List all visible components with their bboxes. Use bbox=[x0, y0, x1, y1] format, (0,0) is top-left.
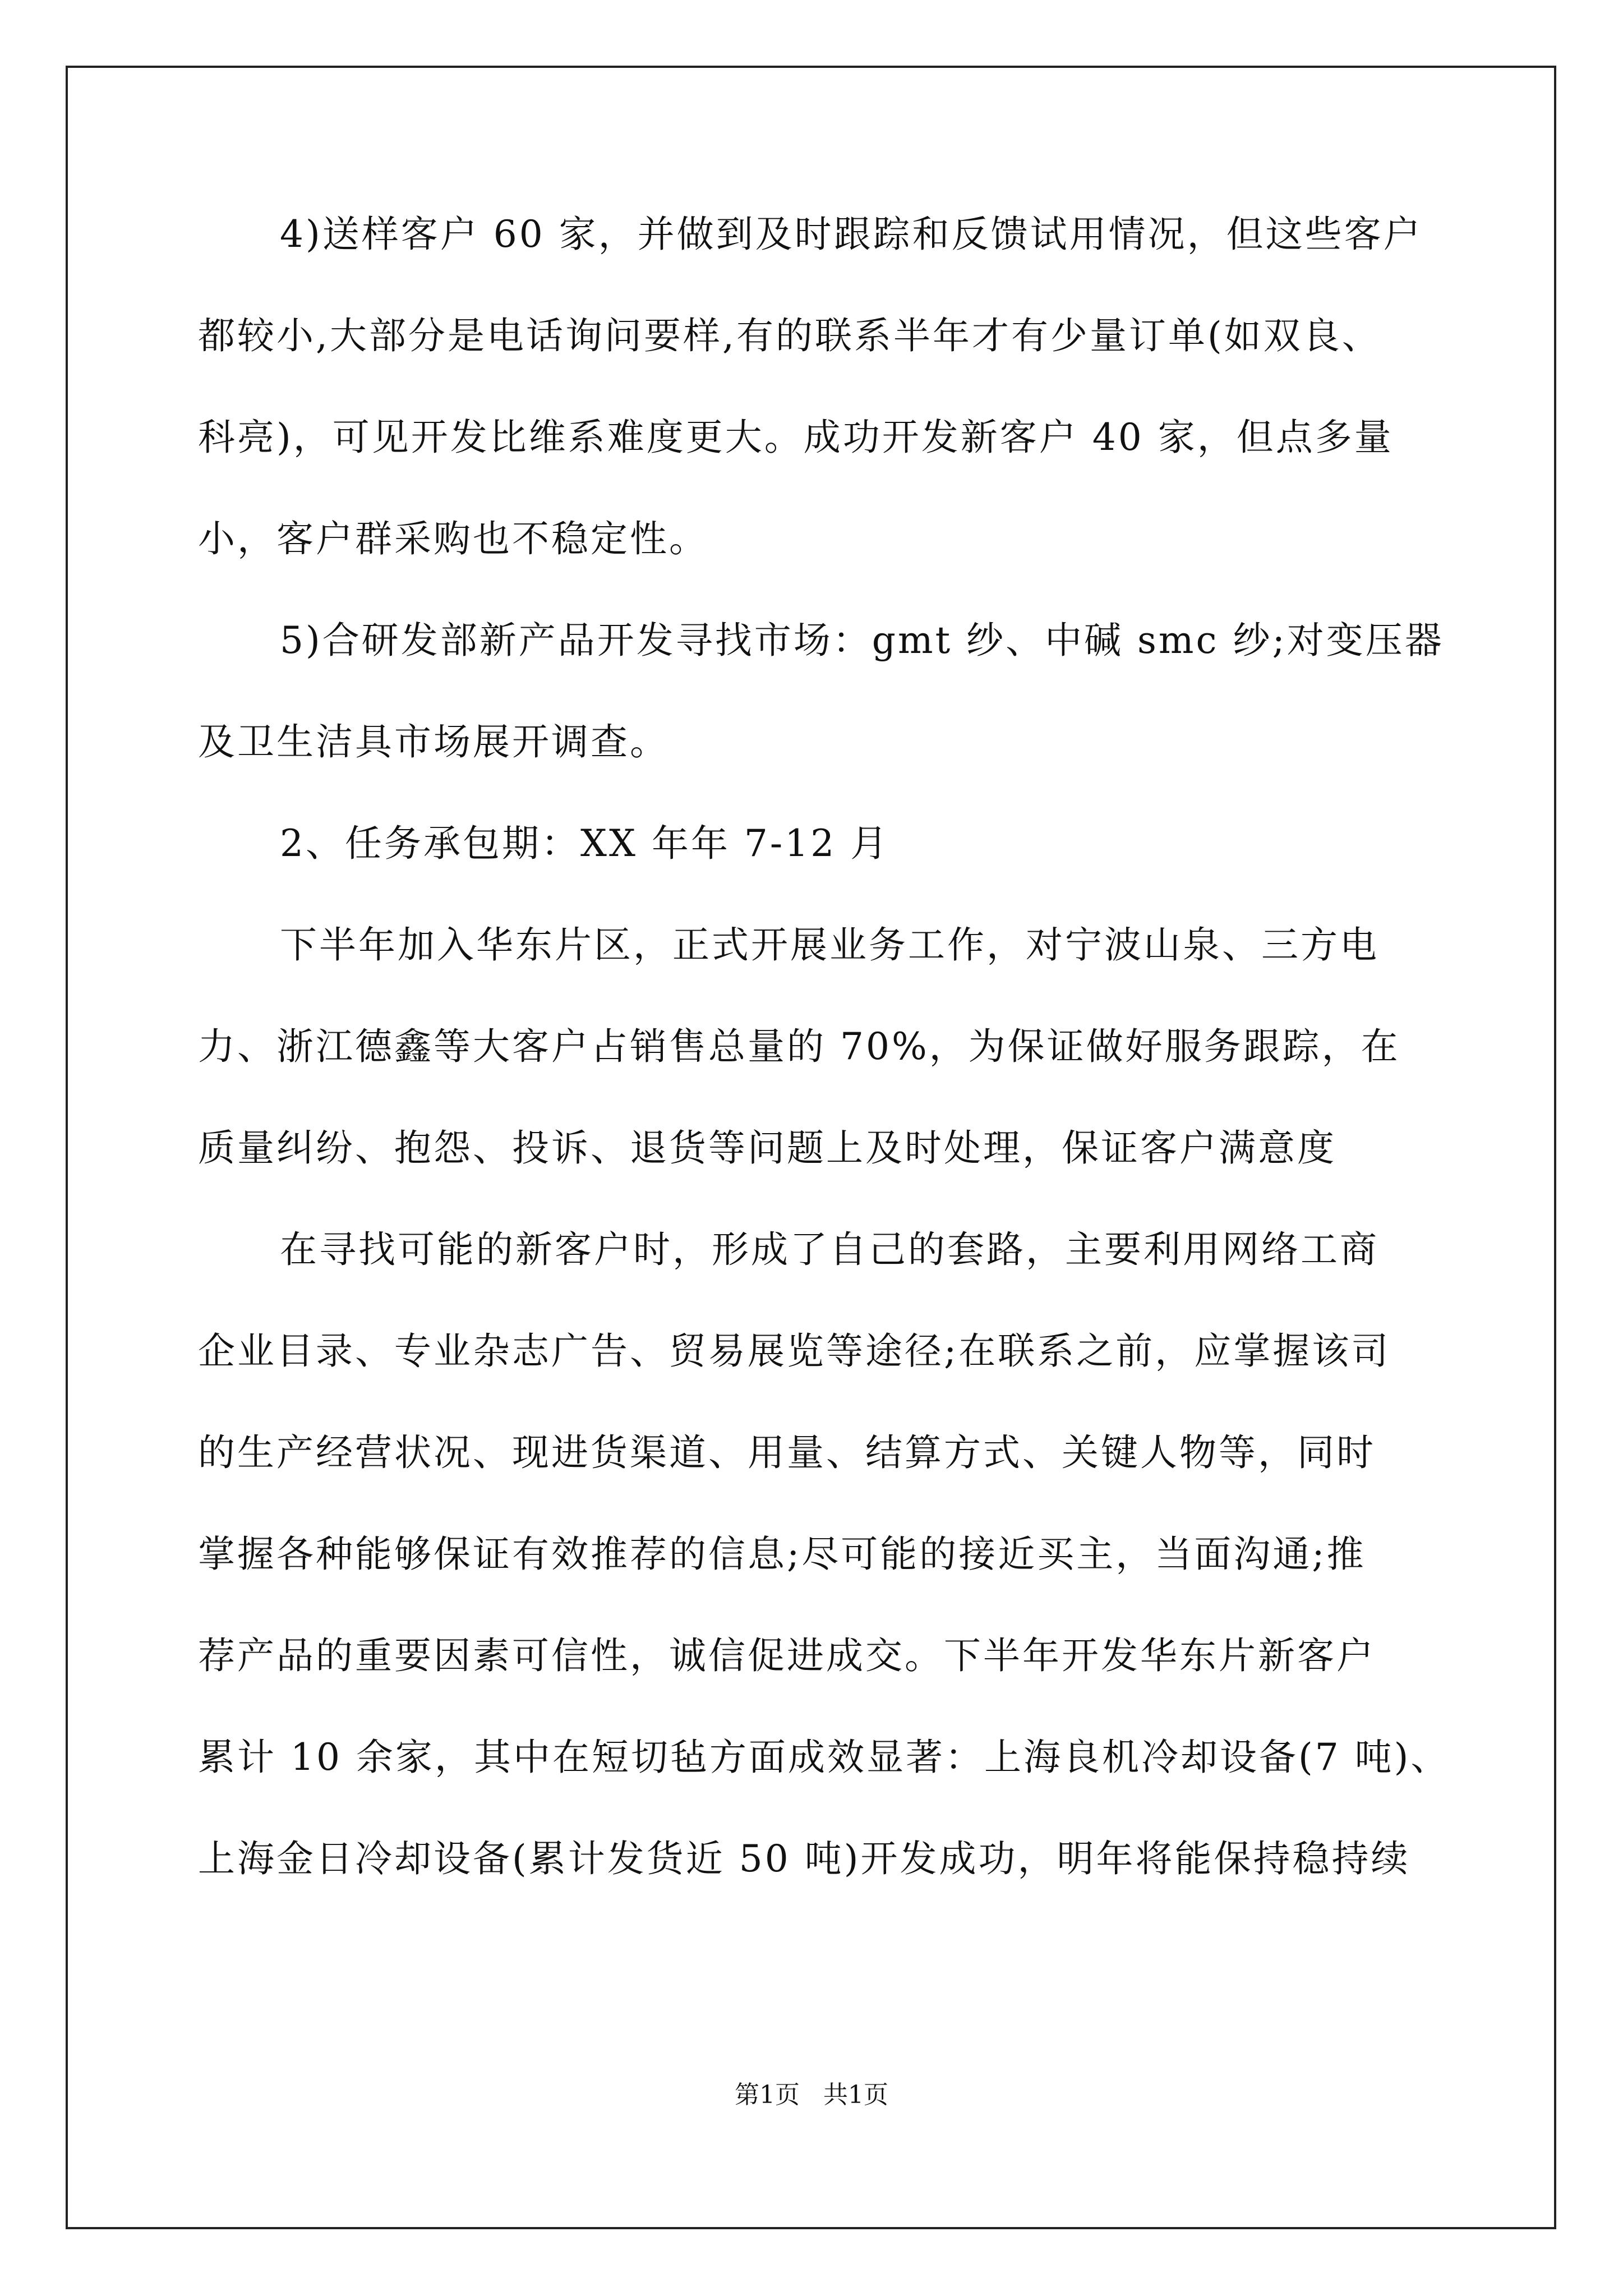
paragraph-4-line-4: 小，客户群采购也不稳定性。 bbox=[198, 517, 708, 560]
paragraph-new-clients-line-7: 上海金日冷却设备(累计发货近 50 吨)开发成功，明年将能保持稳持续 bbox=[198, 1837, 1410, 1880]
paragraph-new-clients-line-5: 荐产品的重要因素可信性，诚信促进成交。下半年开发华东片新客户 bbox=[198, 1634, 1376, 1677]
section-heading-2: 2、任务承包期：XX 年年 7-12 月 bbox=[280, 822, 890, 865]
paragraph-new-clients-line-2: 企业目录、专业杂志广告、贸易展览等途径;在联系之前，应掌握该司 bbox=[198, 1329, 1391, 1373]
paragraph-h2-line-1: 下半年加入华东片区，正式开展业务工作，对宁波山泉、三方电 bbox=[280, 923, 1379, 967]
paragraph-new-clients-line-1: 在寻找可能的新客户时，形成了自己的套路，主要利用网络工商 bbox=[280, 1228, 1379, 1271]
paragraph-h2-line-2: 力、浙江德鑫等大客户占销售总量的 70%，为保证做好服务跟踪，在 bbox=[198, 1025, 1400, 1068]
paragraph-4-line-1: 4)送样客户 60 家，并做到及时跟踪和反馈试用情况，但这些客户 bbox=[280, 213, 1423, 256]
paragraph-new-clients-line-6: 累计 10 余家，其中在短切毡方面成效显著：上海良机冷却设备(7 吨)、 bbox=[198, 1736, 1450, 1779]
paragraph-h2-line-3: 质量纠纷、抱怨、投诉、退货等问题上及时处理，保证客户满意度 bbox=[198, 1126, 1336, 1170]
paragraph-new-clients-line-4: 掌握各种能够保证有效推荐的信息;尽可能的接近买主，当面沟通;推 bbox=[198, 1533, 1366, 1576]
document-body bbox=[198, 208, 1450, 1934]
paragraph-new-clients-line-3: 的生产经营状况、现进货渠道、用量、结算方式、关键人物等，同时 bbox=[198, 1431, 1376, 1474]
paragraph-4-line-3: 科亮)，可见开发比维系难度更大。成功开发新客户 40 家，但点多量 bbox=[198, 416, 1394, 459]
page-number-footer: 第1页 共1页 bbox=[735, 2081, 888, 2109]
paragraph-5-line-1: 5)合研发部新产品开发寻找市场：gmt 纱、中碱 smc 纱;对变压器 bbox=[280, 619, 1444, 662]
paragraph-4-line-2: 都较小,大部分是电话询问要样,有的联系半年才有少量订单(如双良、 bbox=[198, 314, 1381, 357]
paragraph-5-line-2: 及卫生洁具市场展开调查。 bbox=[198, 720, 669, 763]
